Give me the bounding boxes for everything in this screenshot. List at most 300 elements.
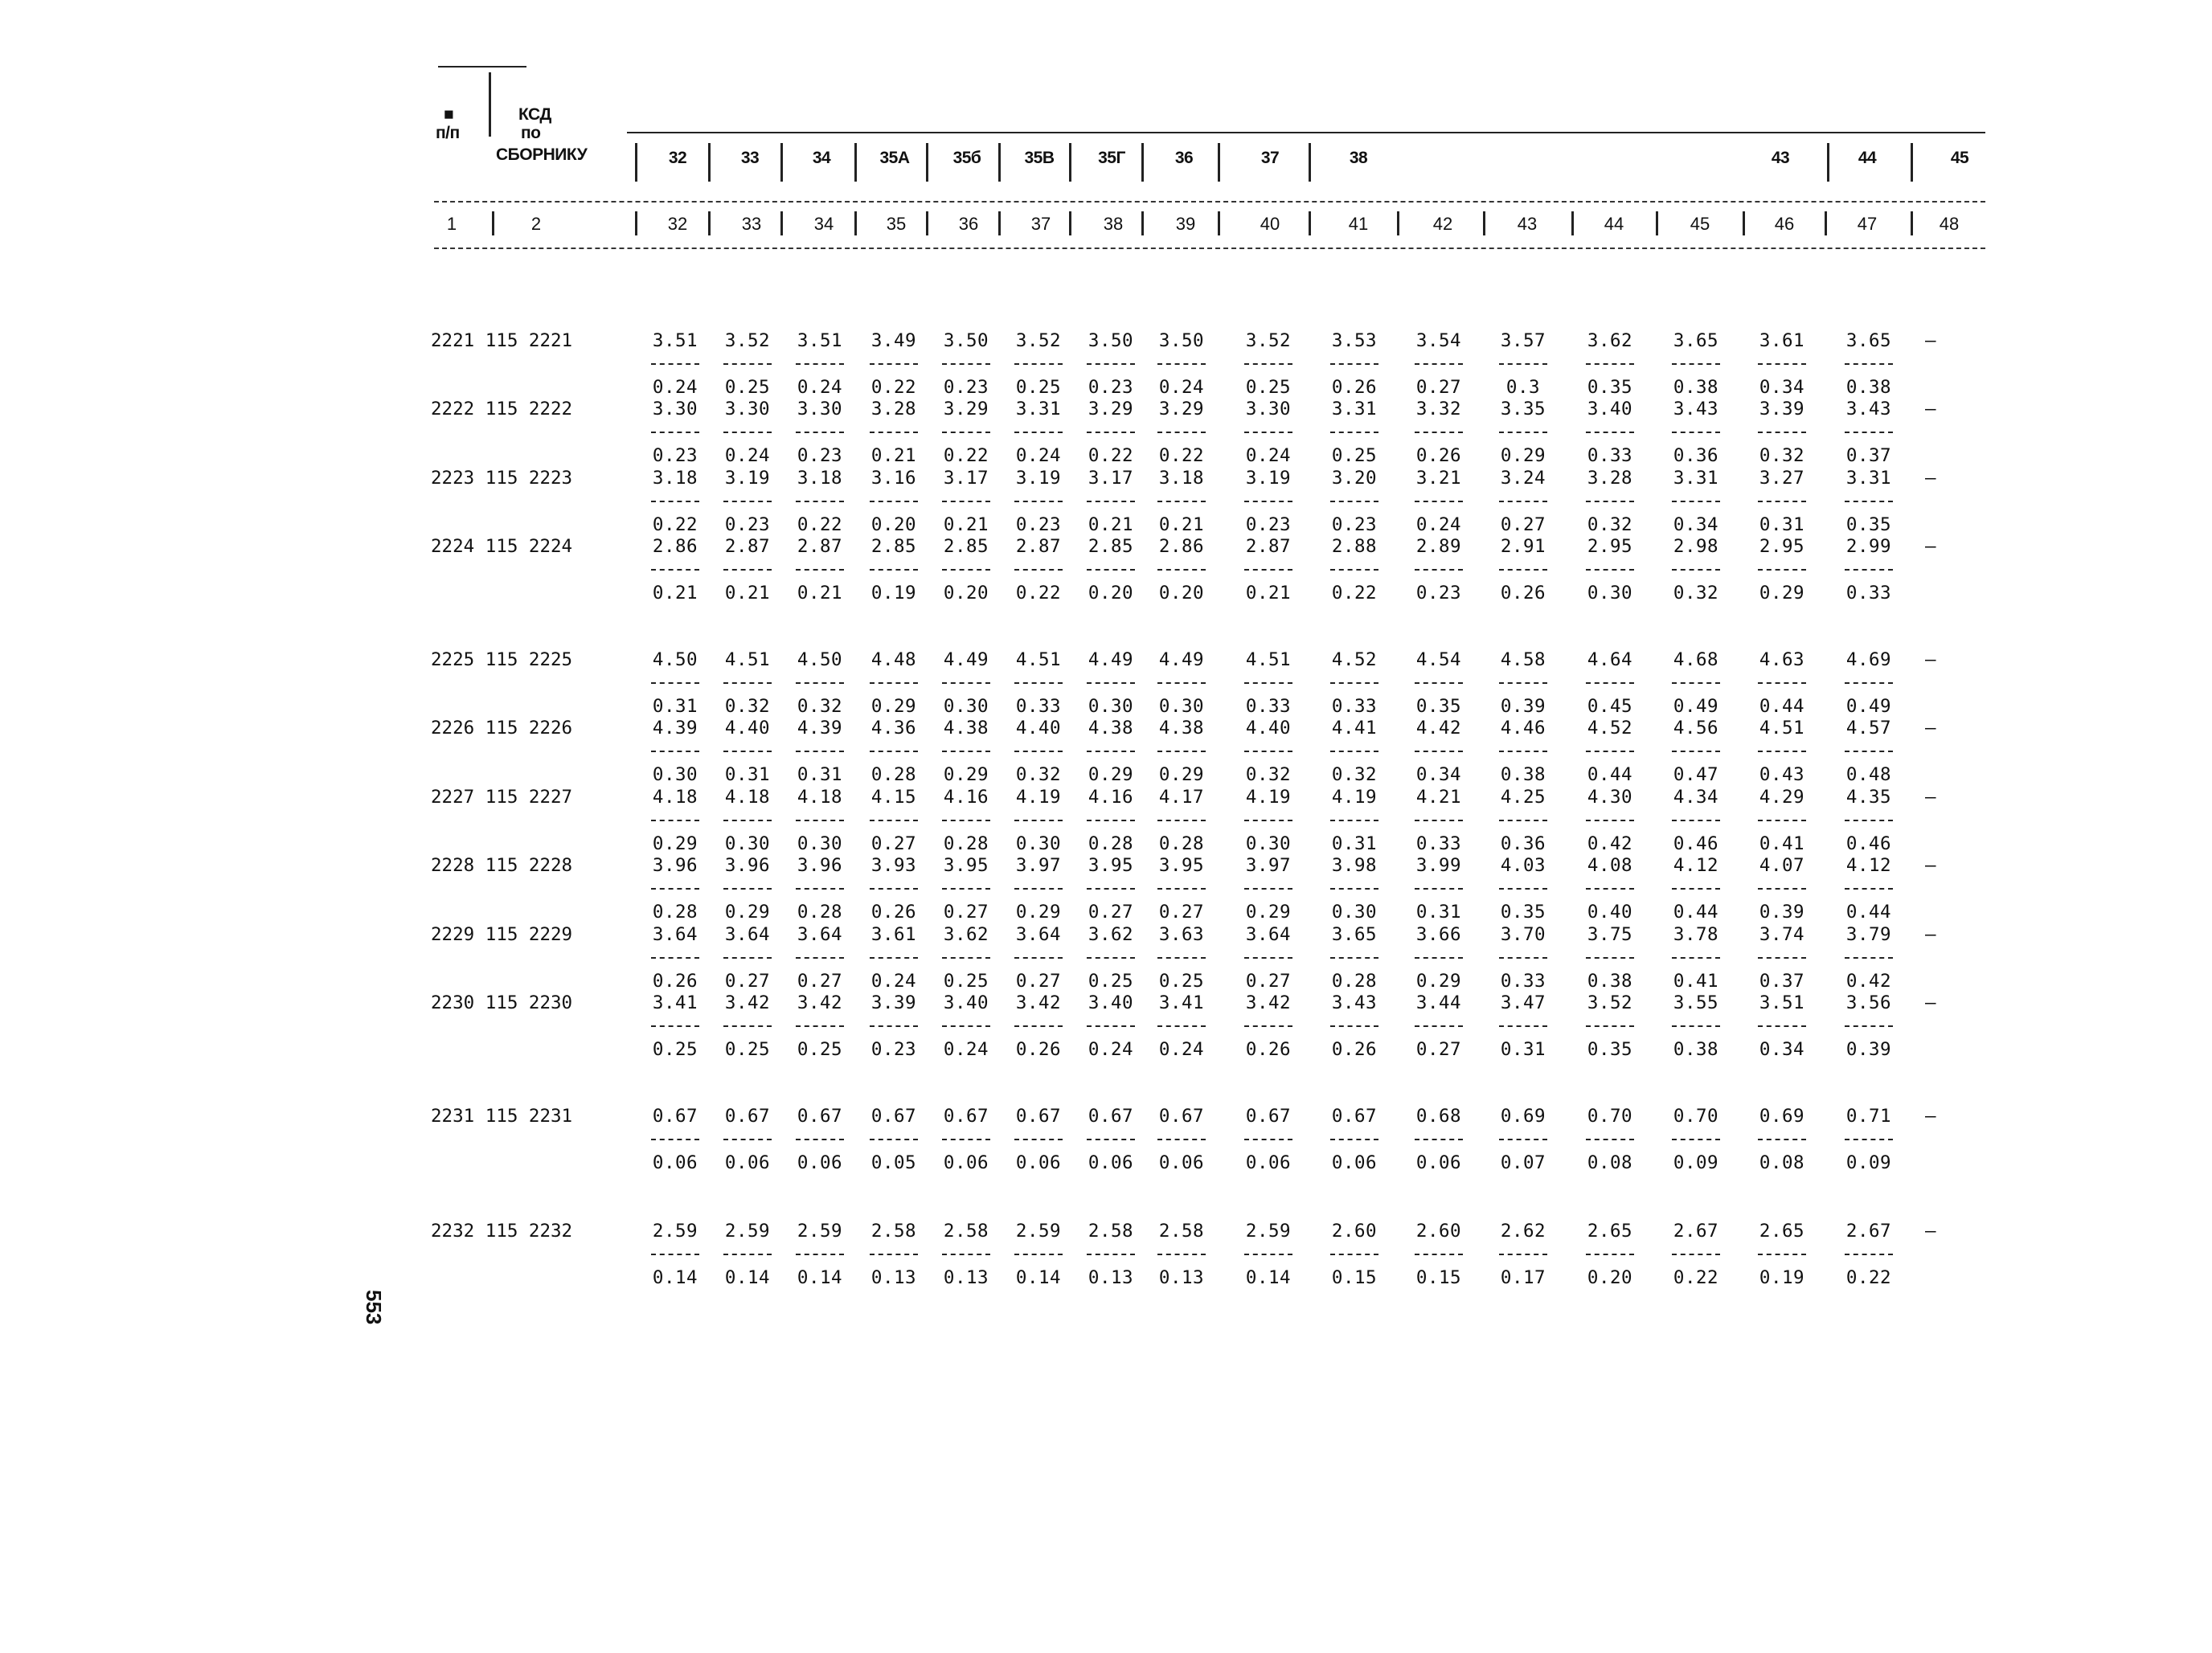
column-number-bar <box>708 211 711 235</box>
fraction-rule <box>1014 682 1063 684</box>
fraction-rule <box>1499 432 1547 433</box>
value-top: 4.46 <box>1500 718 1546 739</box>
fraction-rule <box>1415 1025 1463 1027</box>
value-top: 3.65 <box>1331 923 1378 945</box>
row-end-dash: – <box>1925 536 1937 558</box>
value-top: 4.41 <box>1331 718 1378 739</box>
value-bottom: 0.30 <box>1158 696 1205 717</box>
value-top: 3.97 <box>1015 855 1062 877</box>
value-top: 3.52 <box>1587 992 1633 1013</box>
value-bottom: 0.20 <box>943 583 989 604</box>
fraction-rule <box>1087 682 1135 684</box>
fraction-rule <box>1415 569 1463 571</box>
value-top: 4.07 <box>1759 855 1805 877</box>
fraction-rule <box>796 957 844 959</box>
row-code: 2227 115 2227 <box>431 786 573 808</box>
row-code: 2230 115 2230 <box>431 992 573 1013</box>
fraction-rule <box>651 569 699 571</box>
value-bottom: 0.22 <box>1331 583 1378 604</box>
value-bottom: 0.34 <box>1759 1039 1805 1060</box>
column-number-bar <box>1397 211 1399 235</box>
fraction-rule <box>1758 957 1806 959</box>
fraction-rule <box>942 1025 990 1027</box>
value-bottom: 0.20 <box>1088 583 1134 604</box>
value-top: 2.85 <box>870 536 917 558</box>
fraction-rule <box>1330 363 1378 365</box>
value-bottom: 0.24 <box>870 970 917 992</box>
value-top: 3.32 <box>1415 399 1462 420</box>
value-top: 3.35 <box>1500 399 1546 420</box>
fraction-rule <box>1415 363 1463 365</box>
column-number: 48 <box>1939 214 1960 234</box>
column-top-label: 35А <box>879 149 910 167</box>
value-bottom: 0.31 <box>1759 513 1805 535</box>
column-number-bar <box>635 211 637 235</box>
fraction-rule <box>1586 1254 1634 1255</box>
value-bottom: 0.21 <box>870 445 917 467</box>
value-bottom: 0.27 <box>1158 902 1205 923</box>
value-bottom: 0.26 <box>870 902 917 923</box>
value-bottom: 0.32 <box>1245 764 1292 786</box>
header-column-bar <box>1141 143 1144 182</box>
row-code: 2221 115 2221 <box>431 330 573 351</box>
fraction-rule <box>1758 501 1806 502</box>
value-bottom: 0.09 <box>1673 1152 1719 1173</box>
fraction-rule <box>1845 682 1893 684</box>
column-number: 44 <box>1604 214 1624 234</box>
fraction-rule <box>1330 957 1378 959</box>
value-bottom: 0.06 <box>1415 1152 1462 1173</box>
value-bottom: 0.38 <box>1673 377 1719 398</box>
value-top: 4.49 <box>943 649 989 670</box>
value-top: 3.30 <box>652 399 698 420</box>
value-bottom: 0.29 <box>1415 970 1462 992</box>
column-top-label: 37 <box>1260 149 1280 167</box>
fraction-rule <box>1415 432 1463 433</box>
value-top: 3.28 <box>1587 467 1633 489</box>
value-top: 4.18 <box>652 786 698 808</box>
fraction-rule <box>796 682 844 684</box>
fraction-rule <box>723 751 772 752</box>
value-top: 3.49 <box>870 330 917 351</box>
fraction-rule <box>651 1254 699 1255</box>
fraction-rule <box>1014 501 1063 502</box>
fraction-rule <box>796 820 844 821</box>
value-top: 3.40 <box>1587 399 1633 420</box>
column-top-label: 33 <box>740 149 760 167</box>
value-bottom: 0.30 <box>797 833 843 854</box>
column-number-bar <box>998 211 1001 235</box>
value-top: 3.41 <box>652 992 698 1013</box>
value-bottom: 0.32 <box>1673 583 1719 604</box>
column-number: 37 <box>1030 214 1051 234</box>
value-bottom: 0.19 <box>870 583 917 604</box>
fraction-rule <box>1586 1139 1634 1140</box>
value-bottom: 0.28 <box>797 902 843 923</box>
value-top: 4.39 <box>652 718 698 739</box>
value-bottom: 0.19 <box>1759 1267 1805 1288</box>
fraction-rule <box>1330 569 1378 571</box>
value-bottom: 0.30 <box>652 764 698 786</box>
value-bottom: 0.21 <box>797 583 843 604</box>
fraction-rule <box>1157 1025 1206 1027</box>
value-top: 4.51 <box>724 649 771 670</box>
fraction-rule <box>796 432 844 433</box>
value-top: 2.60 <box>1331 1221 1378 1242</box>
row-code: 2225 115 2225 <box>431 649 573 670</box>
value-bottom: 0.28 <box>652 902 698 923</box>
value-top: 0.67 <box>724 1106 771 1127</box>
value-top: 3.19 <box>1015 467 1062 489</box>
value-bottom: 0.08 <box>1587 1152 1633 1173</box>
value-bottom: 0.27 <box>1088 902 1134 923</box>
fraction-rule <box>942 957 990 959</box>
value-top: 3.29 <box>1088 399 1134 420</box>
value-top: 3.63 <box>1158 923 1205 945</box>
value-bottom: 0.26 <box>652 970 698 992</box>
value-top: 3.51 <box>797 330 843 351</box>
fraction-rule <box>796 1025 844 1027</box>
value-top: 4.50 <box>797 649 843 670</box>
column-number-bar <box>1483 211 1485 235</box>
value-top: 3.95 <box>1088 855 1134 877</box>
value-top: 3.64 <box>652 923 698 945</box>
value-top: 3.43 <box>1845 399 1892 420</box>
fraction-rule <box>1845 957 1893 959</box>
value-top: 0.67 <box>943 1106 989 1127</box>
column-number: 46 <box>1774 214 1795 234</box>
value-top: 4.69 <box>1845 649 1892 670</box>
value-top: 4.30 <box>1587 786 1633 808</box>
column-number: 2 <box>530 214 542 234</box>
value-top: 4.39 <box>797 718 843 739</box>
fraction-rule <box>1087 1254 1135 1255</box>
fraction-rule <box>1157 432 1206 433</box>
value-bottom: 0.23 <box>870 1039 917 1060</box>
value-bottom: 0.32 <box>797 696 843 717</box>
column-number-bar <box>1309 211 1311 235</box>
value-top: 2.95 <box>1587 536 1633 558</box>
value-top: 3.96 <box>797 855 843 877</box>
fraction-rule <box>1244 432 1292 433</box>
fraction-rule <box>1087 363 1135 365</box>
value-top: 3.55 <box>1673 992 1719 1013</box>
column-number: 1 <box>446 214 457 234</box>
fraction-rule <box>723 888 772 890</box>
value-top: 3.42 <box>724 992 771 1013</box>
value-bottom: 0.25 <box>724 1039 771 1060</box>
value-top: 4.35 <box>1845 786 1892 808</box>
value-top: 0.67 <box>652 1106 698 1127</box>
value-top: 3.24 <box>1500 467 1546 489</box>
value-top: 3.74 <box>1759 923 1805 945</box>
value-top: 2.59 <box>797 1221 843 1242</box>
row-end-dash: – <box>1925 992 1937 1013</box>
value-top: 2.67 <box>1845 1221 1892 1242</box>
value-top: 2.87 <box>1015 536 1062 558</box>
fraction-rule <box>651 751 699 752</box>
header-column-bar <box>1069 143 1071 182</box>
fraction-rule <box>870 432 918 433</box>
header-column-bar <box>1827 143 1829 182</box>
fraction-rule <box>870 1254 918 1255</box>
value-top: 3.42 <box>1245 992 1292 1013</box>
column-number: 34 <box>813 214 834 234</box>
value-bottom: 0.30 <box>943 696 989 717</box>
value-bottom: 0.25 <box>1331 445 1378 467</box>
value-top: 2.91 <box>1500 536 1546 558</box>
fraction-rule <box>1672 432 1720 433</box>
value-top: 4.21 <box>1415 786 1462 808</box>
value-top: 0.69 <box>1500 1106 1546 1127</box>
value-bottom: 0.46 <box>1845 833 1892 854</box>
column-number: 47 <box>1857 214 1878 234</box>
fraction-rule <box>870 957 918 959</box>
value-bottom: 0.24 <box>1158 1039 1205 1060</box>
fraction-rule <box>1499 569 1547 571</box>
value-bottom: 0.23 <box>1015 513 1062 535</box>
fraction-rule <box>1014 1139 1063 1140</box>
value-bottom: 0.28 <box>1088 833 1134 854</box>
value-bottom: 0.28 <box>1158 833 1205 854</box>
value-bottom: 0.15 <box>1331 1267 1378 1288</box>
fraction-rule <box>1014 957 1063 959</box>
fraction-rule <box>942 1254 990 1255</box>
value-top: 3.64 <box>724 923 771 945</box>
fraction-rule <box>1845 569 1893 571</box>
value-top: 2.98 <box>1673 536 1719 558</box>
value-bottom: 0.28 <box>1331 970 1378 992</box>
value-top: 3.65 <box>1673 330 1719 351</box>
value-bottom: 0.49 <box>1845 696 1892 717</box>
value-top: 2.65 <box>1759 1221 1805 1242</box>
fraction-rule <box>1330 432 1378 433</box>
value-top: 3.28 <box>870 399 917 420</box>
fraction-rule <box>870 363 918 365</box>
row-end-dash: – <box>1925 786 1937 808</box>
value-top: 2.89 <box>1415 536 1462 558</box>
fraction-rule <box>1157 888 1206 890</box>
value-bottom: 0.23 <box>1415 583 1462 604</box>
fraction-rule <box>651 820 699 821</box>
value-top: 4.48 <box>870 649 917 670</box>
value-top: 2.59 <box>724 1221 771 1242</box>
value-top: 0.71 <box>1845 1106 1892 1127</box>
fraction-rule <box>942 682 990 684</box>
column-number: 32 <box>667 214 688 234</box>
value-top: 3.27 <box>1759 467 1805 489</box>
value-bottom: 0.27 <box>870 833 917 854</box>
fraction-rule <box>1758 820 1806 821</box>
fraction-rule <box>1758 363 1806 365</box>
value-top: 3.43 <box>1331 992 1378 1013</box>
header-bottom-rule <box>434 248 1985 249</box>
value-bottom: 0.27 <box>797 970 843 992</box>
value-bottom: 0.06 <box>1245 1152 1292 1173</box>
fraction-rule <box>1586 957 1634 959</box>
value-top: 0.69 <box>1759 1106 1805 1127</box>
fraction-rule <box>1586 432 1634 433</box>
value-top: 3.30 <box>797 399 843 420</box>
fraction-rule <box>870 569 918 571</box>
value-bottom: 0.25 <box>1015 377 1062 398</box>
value-bottom: 0.30 <box>1088 696 1134 717</box>
value-bottom: 0.22 <box>870 377 917 398</box>
value-top: 3.79 <box>1845 923 1892 945</box>
value-top: 3.52 <box>724 330 771 351</box>
fraction-rule <box>1672 363 1720 365</box>
fraction-rule <box>1157 1139 1206 1140</box>
value-bottom: 0.28 <box>943 833 989 854</box>
column-number-bar <box>1571 211 1574 235</box>
value-bottom: 0.29 <box>1015 902 1062 923</box>
value-bottom: 0.06 <box>652 1152 698 1173</box>
value-top: 0.67 <box>1331 1106 1378 1127</box>
value-bottom: 0.31 <box>797 764 843 786</box>
value-top: 0.67 <box>1158 1106 1205 1127</box>
value-bottom: 0.24 <box>724 445 771 467</box>
value-bottom: 0.20 <box>870 513 917 535</box>
value-bottom: 0.14 <box>797 1267 843 1288</box>
value-bottom: 0.44 <box>1845 902 1892 923</box>
column-number-bar <box>926 211 928 235</box>
value-top: 4.40 <box>1015 718 1062 739</box>
fraction-rule <box>1415 682 1463 684</box>
value-bottom: 0.26 <box>1015 1039 1062 1060</box>
fraction-rule <box>1758 1025 1806 1027</box>
fraction-rule <box>1087 432 1135 433</box>
value-top: 4.63 <box>1759 649 1805 670</box>
value-bottom: 0.34 <box>1415 764 1462 786</box>
fraction-rule <box>723 820 772 821</box>
value-bottom: 0.26 <box>1245 1039 1292 1060</box>
value-bottom: 0.35 <box>1500 902 1546 923</box>
value-bottom: 0.33 <box>1587 445 1633 467</box>
header-column-bar <box>1309 143 1311 182</box>
fraction-rule <box>1087 820 1135 821</box>
value-bottom: 0.15 <box>1415 1267 1462 1288</box>
value-top: 4.49 <box>1158 649 1205 670</box>
value-bottom: 0.14 <box>1245 1267 1292 1288</box>
value-bottom: 0.29 <box>1245 902 1292 923</box>
value-bottom: 0.37 <box>1845 445 1892 467</box>
value-bottom: 0.29 <box>652 833 698 854</box>
fraction-rule <box>1415 888 1463 890</box>
value-bottom: 0.24 <box>652 377 698 398</box>
column-top-label: 32 <box>668 149 687 167</box>
value-top: 2.58 <box>943 1221 989 1242</box>
value-bottom: 0.27 <box>724 970 771 992</box>
column-number: 45 <box>1690 214 1710 234</box>
column-number-bar <box>1141 211 1144 235</box>
column-number: 33 <box>741 214 762 234</box>
value-bottom: 0.31 <box>724 764 771 786</box>
value-bottom: 0.25 <box>652 1039 698 1060</box>
value-bottom: 0.24 <box>1088 1039 1134 1060</box>
fraction-rule <box>1586 682 1634 684</box>
value-bottom: 0.23 <box>1331 513 1378 535</box>
column-number-bar <box>1656 211 1658 235</box>
value-top: 3.51 <box>652 330 698 351</box>
value-top: 3.53 <box>1331 330 1378 351</box>
value-bottom: 0.21 <box>652 583 698 604</box>
header-column-bar <box>780 143 783 182</box>
fraction-rule <box>723 682 772 684</box>
fraction-rule <box>796 501 844 502</box>
row-end-dash: – <box>1925 718 1937 739</box>
fraction-rule <box>1014 569 1063 571</box>
value-top: 4.57 <box>1845 718 1892 739</box>
fraction-rule <box>870 820 918 821</box>
value-top: 3.42 <box>797 992 843 1013</box>
value-bottom: 0.06 <box>1158 1152 1205 1173</box>
value-top: 3.18 <box>652 467 698 489</box>
column-top-label: 36 <box>1174 149 1194 167</box>
fraction-rule <box>1758 1139 1806 1140</box>
value-top: 3.21 <box>1415 467 1462 489</box>
fraction-rule <box>1014 820 1063 821</box>
fraction-rule <box>870 501 918 502</box>
value-bottom: 0.29 <box>724 902 771 923</box>
fraction-rule <box>1415 751 1463 752</box>
value-bottom: 0.09 <box>1845 1152 1892 1173</box>
row-code: 2223 115 2223 <box>431 467 573 489</box>
column-top-label: 38 <box>1349 149 1368 167</box>
fraction-rule <box>1244 569 1292 571</box>
value-top: 3.16 <box>870 467 917 489</box>
fraction-rule <box>1672 1139 1720 1140</box>
fraction-rule <box>723 569 772 571</box>
value-top: 4.58 <box>1500 649 1546 670</box>
fraction-rule <box>1758 432 1806 433</box>
value-bottom: 0.29 <box>870 696 917 717</box>
value-bottom: 0.26 <box>1500 583 1546 604</box>
value-bottom: 0.30 <box>1331 902 1378 923</box>
value-top: 3.18 <box>797 467 843 489</box>
value-top: 2.58 <box>870 1221 917 1242</box>
value-top: 4.52 <box>1331 649 1378 670</box>
code-label-1: по <box>521 124 541 142</box>
fraction-rule <box>1672 569 1720 571</box>
fraction-rule <box>1845 432 1893 433</box>
fraction-rule <box>651 682 699 684</box>
value-top: 4.38 <box>943 718 989 739</box>
fraction-rule <box>1586 1025 1634 1027</box>
fraction-rule <box>1014 888 1063 890</box>
value-top: 3.40 <box>943 992 989 1013</box>
value-bottom: 0.22 <box>1015 583 1062 604</box>
value-bottom: 0.23 <box>1088 377 1134 398</box>
page-number: 553 <box>362 1290 386 1325</box>
value-bottom: 0.39 <box>1500 696 1546 717</box>
fraction-rule <box>870 682 918 684</box>
value-bottom: 0.32 <box>1331 764 1378 786</box>
fraction-rule <box>1758 569 1806 571</box>
value-top: 2.87 <box>1245 536 1292 558</box>
column-number-bar <box>1743 211 1745 235</box>
fraction-rule <box>1499 1025 1547 1027</box>
value-bottom: 0.24 <box>1015 445 1062 467</box>
value-top: 3.65 <box>1845 330 1892 351</box>
value-bottom: 0.23 <box>943 377 989 398</box>
header-column-bar <box>998 143 1001 182</box>
value-top: 2.85 <box>1088 536 1134 558</box>
value-bottom: 0.44 <box>1759 696 1805 717</box>
value-top: 0.67 <box>1245 1106 1292 1127</box>
value-bottom: 0.25 <box>1245 377 1292 398</box>
value-bottom: 0.36 <box>1673 445 1719 467</box>
value-bottom: 0.17 <box>1500 1267 1546 1288</box>
